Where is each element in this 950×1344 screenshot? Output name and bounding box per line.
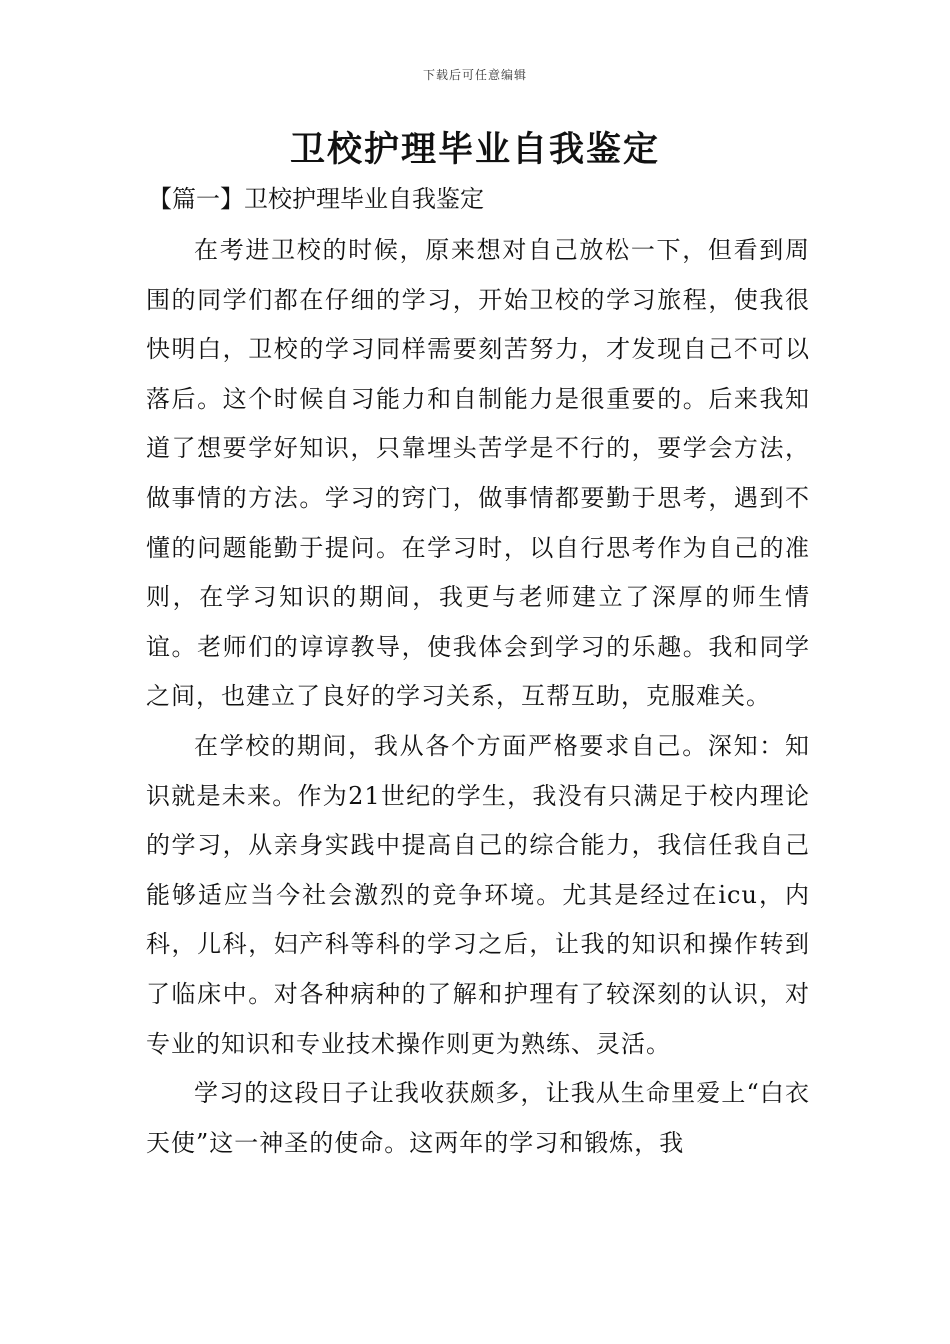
paragraph-2: 在学校的期间，我从各个方面严格要求自己。深知：知识就是未来。作为21世纪的学生，我没有只满足于校内理论的学习，从亲身实践中提高自己的综合能力，我信任我自己能够适应当今社会激烈的竞争环境。尤其是经过在icu，内科，儿科，妇产科等科的学习之后，让我的知识和操作转到了临床中。对各种病种的了解和护理有了较深刻的认识，对专业的知识和专业技术操作则更为熟练、灵活。 (146, 731, 810, 1058)
paragraph-1: 在考进卫校的时候，原来想对自己放松一下，但看到周围的同学们都在仔细的学习，开始卫校的学习旅程，使我很快明白，卫校的学习同样需要刻苦努力，才发现自己不可以落后。这个时候自习能力和自制能力是很重要的。后来我知道了想要学好知识，只靠埋头苦学是不行的，要学会方法，做事情的方法。学习的窍门，做事情都要勤于思考，遇到不懂的问题能勤于提问。在学习时，以自行思考作为自己的准则，在学习知识的期间，我更与老师建立了深厚的师生情谊。老师们的谆谆教导，使我体会到学习的乐趣。我和同学之间，也建立了良好的学习关系，互帮互助，克服难关。 (146, 236, 810, 711)
paragraph-3: 学习的这段日子让我收获颇多，让我从生命里爱上“白衣天使”这一神圣的使命。这两年的学习和锻炼，我 (146, 1079, 810, 1157)
body-text (146, 226, 810, 1168)
document-title: 卫校护理毕业自我鉴定 (289, 129, 660, 170)
header-note: 下载后可任意编辑 (422, 68, 527, 82)
section-heading: 【篇一】卫校护理毕业自我鉴定 (148, 185, 484, 213)
